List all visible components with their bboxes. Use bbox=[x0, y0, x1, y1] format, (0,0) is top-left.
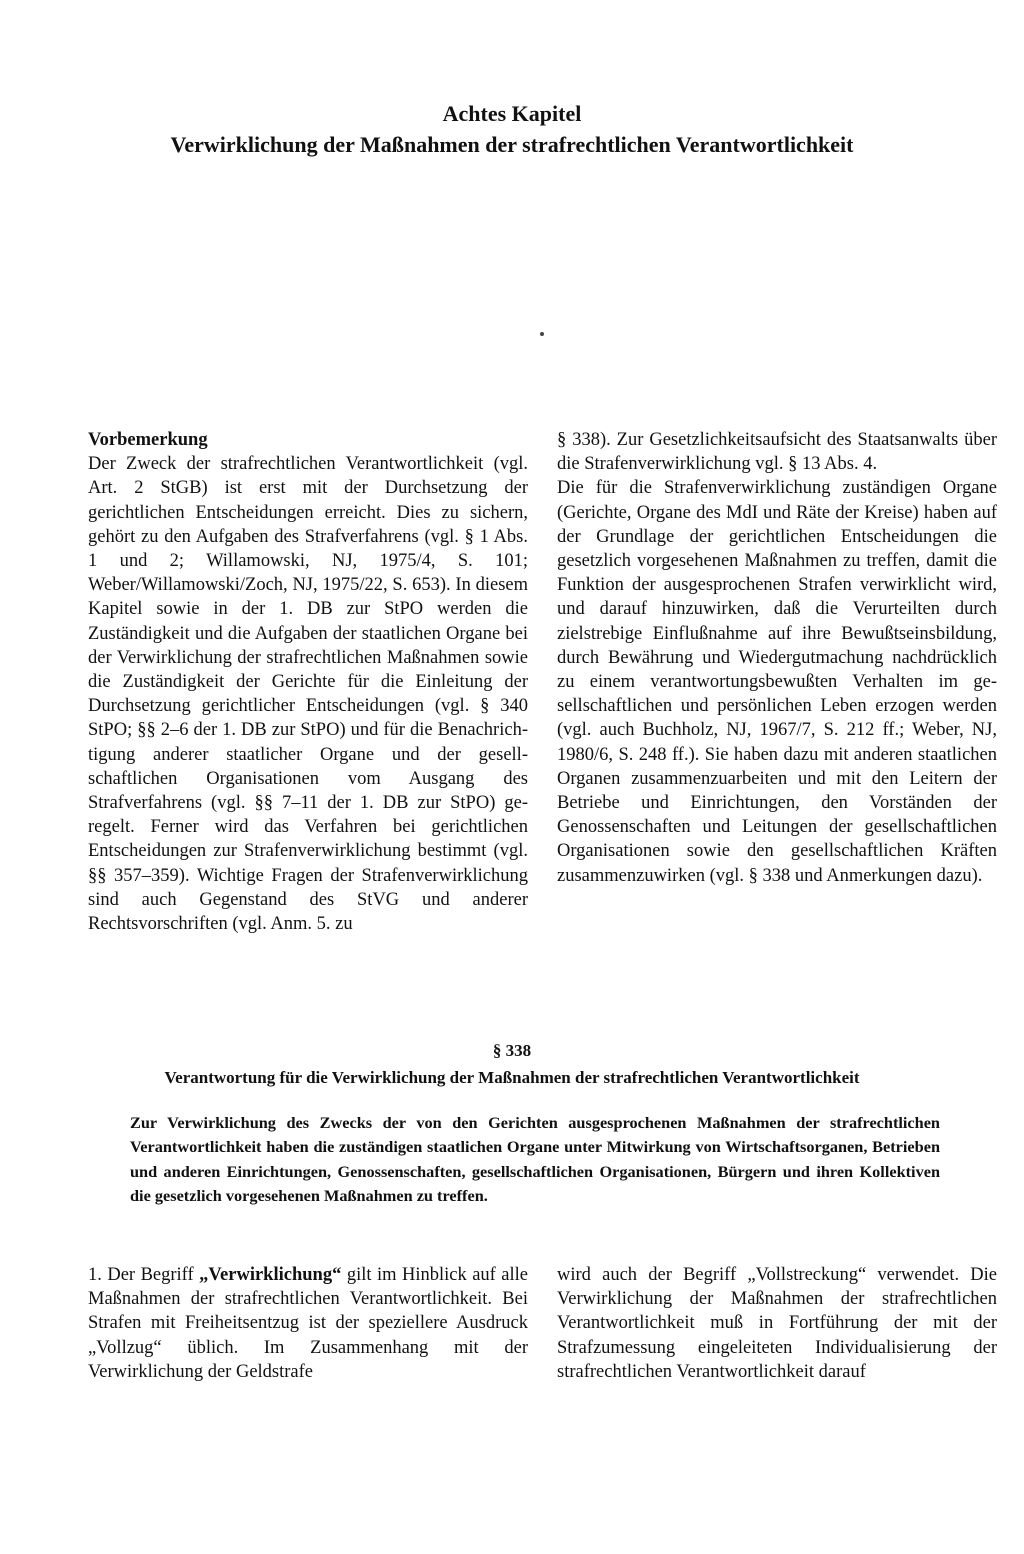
annotation-right-column bbox=[557, 1263, 997, 1384]
preface-right-column bbox=[557, 428, 997, 888]
chapter-number: Achtes Kapitel bbox=[442, 101, 582, 126]
preface-left-column bbox=[88, 428, 528, 936]
annotation-text: gilt im Hinblick auf alle Maßnahmen der strafrechtlichen Verantwortlichkeit. Bei Strafen mit Freiheitsentzug ist der speziellere Ausdruck „Vollzug“ üblich. Im Zusammenhang mit der Verwirklichung der Geldstrafe bbox=[88, 1265, 529, 1382]
section-title: Verantwortung für die Verwirklichung der Maßnahmen der strafrechtlichen Verantwortlichkeit bbox=[164, 1068, 860, 1087]
chapter-title bbox=[80, 98, 944, 160]
section-law-text: Zur Verwirklichung des Zwecks der von den Gerichten ausgesprochenen Maßnahmen der strafrechtlichen Verantwortlichkeit haben die zuständigen staatlichen Organe unter Mitwirkung von Wirtschaftsorganen, Betrieben und anderen Einrichtungen, Genossenschaften, gesellschaftlichen Organisationen, Bürgern und ihren Kollektiven die gesetzlich vorgesehenen Maßnahmen zu treffen. bbox=[130, 1113, 940, 1205]
preface-paragraph-1-cont: § 338). Zur Gesetzlichkeitsaufsicht des Staatsanwalts über die Strafenverwirklichung vgl. § 13 Abs. 4. bbox=[557, 430, 997, 475]
annotation-left-column bbox=[88, 1263, 528, 1384]
annotation-paragraph-1-cont: wird auch der Begriff „Vollstreckung“ verwendet. Die Verwirklichung der Maßnahmen der strafrechtlichen Verantwortlichkeit muß in Fortführung der mit der Strafzumessung eingeleiteten Individualisierung der strafrechtlichen Verantwortlichkeit darauf bbox=[557, 1265, 997, 1382]
preface-paragraph-1: Der Zweck der strafrechtlichen Verantwortlichkeit (vgl. Art. 2 StGB) ist erst mit der Durchsetzung der gerichtlichen Entscheidungen erreicht. Dies zu sichern, gehört zu den Aufgaben des Strafverfahrens (vgl. § 1 Abs. 1 und 2; Willamowski, NJ, 1975/4, S. 101; Weber/Willamowski/Zoch, NJ, 1975/22, S. 653). In diesem Kapitel sowie in der 1. DB zur StPO werden die Zuständigkeit und die Aufgaben der staatlichen Organe bei der Verwirklichung der strafrechtlichen Maßnahmen sowie die Zuständigkeit der Gerichte für die Einleitung der Durchsetzung gerichtlicher Entscheidungen (vgl. § 340 StPO; §§ 2–6 der 1. DB zur StPO) und für die Benachrichtigung anderer staatlicher Organe und der gesellschaftlichen Organisationen vom Ausgang des Strafverfahrens (vgl. §§ 7–11 der 1. DB zur StPO) geregelt. Ferner wird das Verfahren bei gerichtlichen Entscheidungen zur Strafenverwirklichung bestimmt (vgl. §§ 357–359). Wichtige Fragen der Strafenverwirklichung sind auch Gegenstand des StVG und anderer Rechtsvorschriften (vgl. Anm. 5. zu bbox=[88, 454, 528, 935]
preface-heading: Vorbemerkung bbox=[88, 430, 208, 450]
preface-paragraph-2: Die für die Strafenverwirklichung zuständigen Organe (Gerichte, Organe des MdI und Räte der Kreise) haben auf der Grundlage der gerichtlichen Entscheidungen die gesetzlich vorgesehenen Maßnahmen zu treffen, damit die Funktion der ausgesprochenen Strafen verwirklicht wird, und darauf hinzuwirken, daß die Verurteilten durch zielstrebige Einflußnahme auf ihre Bewußtseinsbildung, durch Bewährung und Wiedergutmachung nachdrücklich zu einem verantwortungsbewußten Verhalten im gesellschaftlichen und persönlichen Leben erzogen werden (vgl. auch Buchholz, NJ, 1967/7, S. 212 ff.; Weber, NJ, 1980/6, S. 248 ff.). Sie haben dazu mit anderen staatlichen Organen zusammenzuarbeiten und mit den Leitern der Betriebe und Einrichtungen, den Vorständen der Genossenschaften und Leitungen der gesellschaftlichen Organisationen sowie den gesellschaftlichen Kräften zusammenzuwirken (vgl. § 338 und Anmerkungen dazu). bbox=[557, 478, 997, 886]
annotation-paragraph-1 bbox=[88, 1263, 528, 1384]
annotation-term: „Verwirklichung“ bbox=[199, 1265, 342, 1285]
chapter-subtitle: Verwirklichung der Maßnahmen der strafrechtlichen Verantwortlichkeit bbox=[170, 132, 854, 157]
print-speck bbox=[540, 332, 544, 336]
section-number: § 338 bbox=[492, 1041, 532, 1060]
annotation-prefix: 1. Der Begriff bbox=[88, 1265, 200, 1285]
